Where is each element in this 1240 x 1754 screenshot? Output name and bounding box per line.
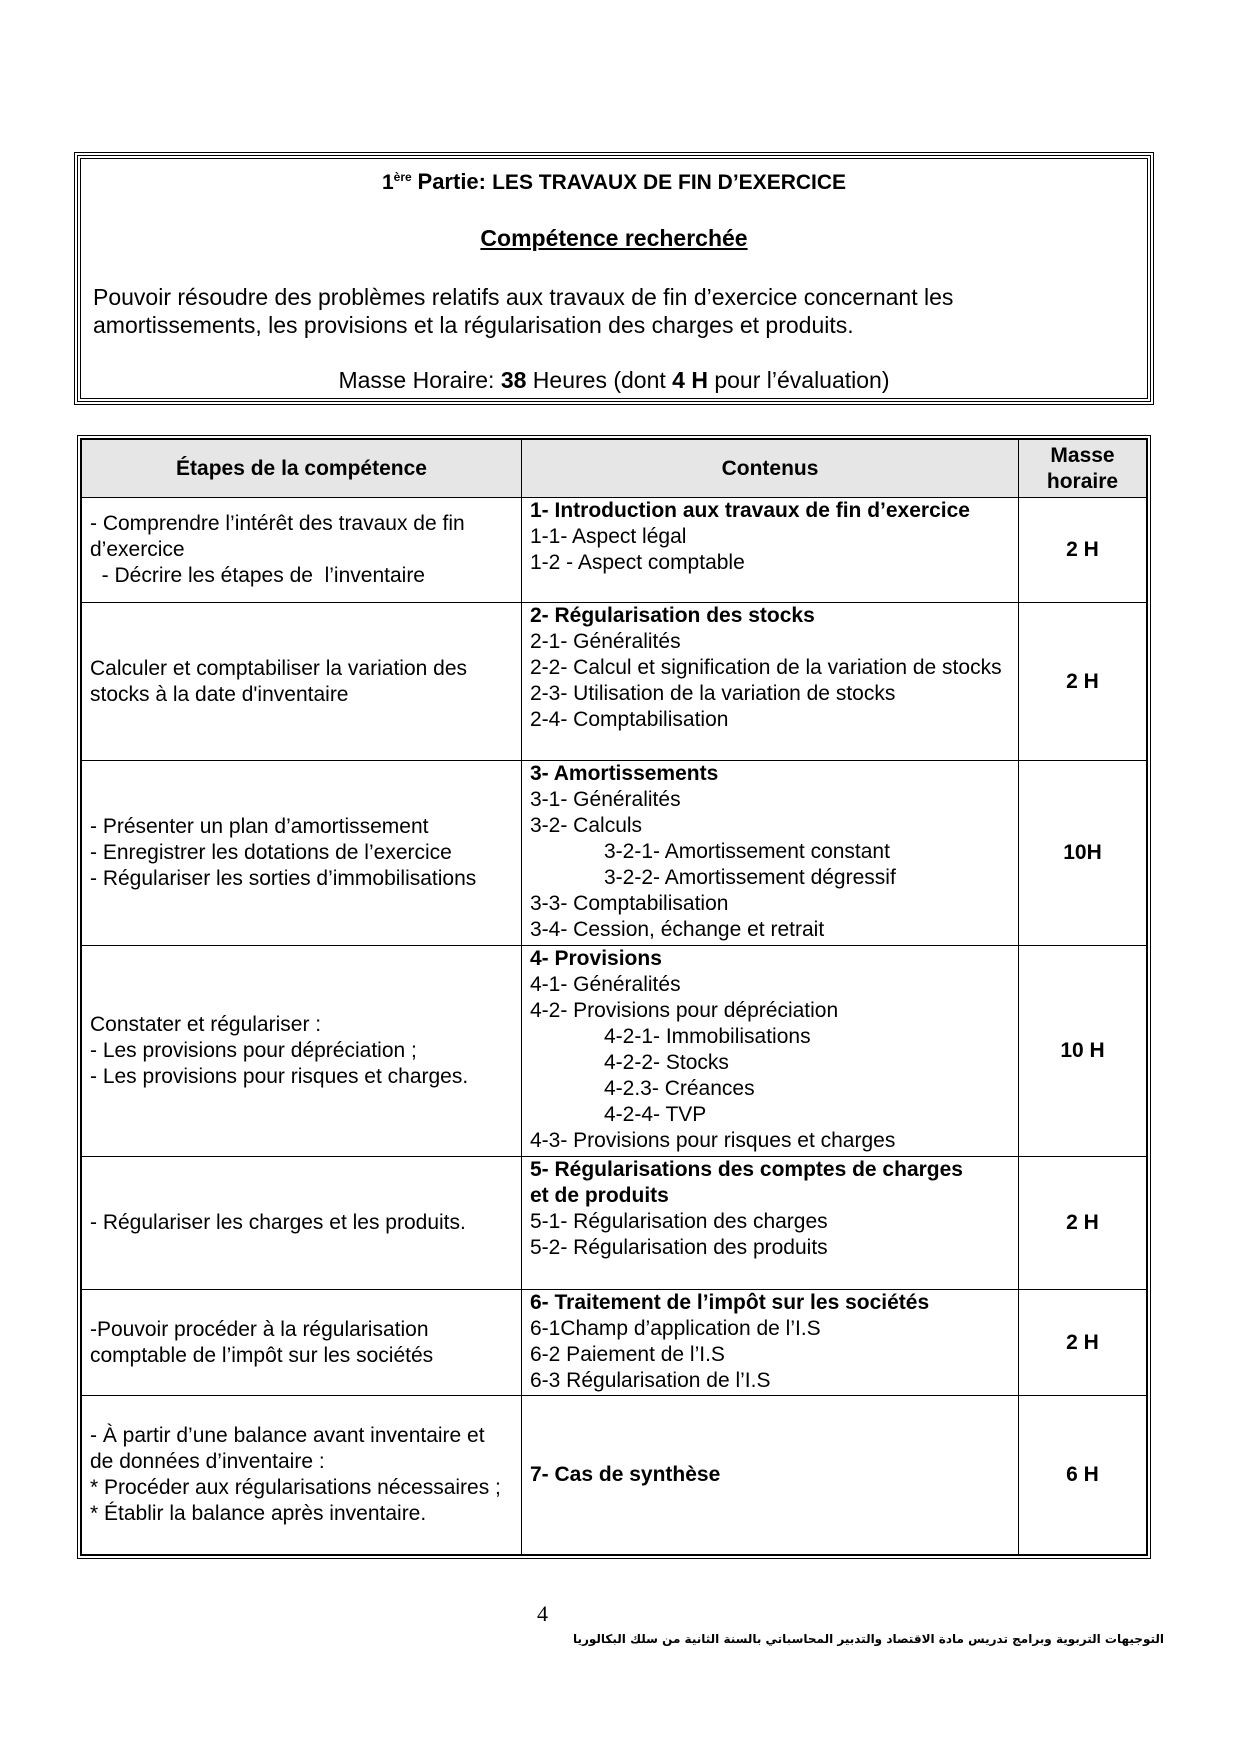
contenus-cell: 1- Introduction aux travaux de fin d’exercice 1-1- Aspect légal 1-2 - Aspect comptable bbox=[522, 498, 1019, 603]
masse-hours: 38 bbox=[500, 367, 527, 393]
page-number: 4 bbox=[537, 1601, 548, 1626]
masse-cell: 2 H bbox=[1019, 498, 1147, 603]
table-row bbox=[82, 603, 1147, 761]
contenus-cell: 6- Traitement de l’impôt sur les sociétés 6-1Champ d’application de l’I.S 6-2 Paiement de l’I.S 6-3 Régularisation de l’I.S bbox=[522, 1290, 1019, 1396]
contenus-cell: 4- Provisions 4-1- Généralités 4-2- Provisions pour dépréciation 4-2-1- Immobilisations 4-2-2- Stocks 4-2.3- Créances 4-2-4- TVP 4-3- Provisions pour risques et charges bbox=[522, 946, 1019, 1157]
masse-cell: 6 H bbox=[1019, 1396, 1147, 1555]
header-masse: Masse horaire bbox=[1019, 440, 1147, 498]
part-title-text: LES TRAVAUX DE FIN D’EXERCICE bbox=[492, 171, 847, 194]
part-word: Partie: bbox=[417, 169, 493, 194]
masse-cell: 2 H bbox=[1019, 1290, 1147, 1396]
etapes-cell: - Présenter un plan d’amortissement - Enregistrer les dotations de l’exercice - Régulariser les sorties d’immobilisations bbox=[82, 761, 522, 946]
part-number: 1 bbox=[381, 171, 394, 194]
etapes-cell: - À partir d’une balance avant inventaire et de données d’inventaire : * Procéder aux régularisations nécessaires ; * Établir la balance après inventaire. bbox=[82, 1396, 522, 1555]
part-title bbox=[81, 169, 1147, 195]
masse-cell: 10H bbox=[1019, 761, 1147, 946]
table-row bbox=[82, 946, 1147, 1157]
table-header-row bbox=[82, 440, 1147, 498]
table-row bbox=[82, 761, 1147, 946]
etapes-cell: -Pouvoir procéder à la régularisation comptable de l’impôt sur les sociétés bbox=[82, 1290, 522, 1396]
header-etapes: Étapes de la compétence bbox=[82, 440, 522, 498]
masse-cell: 10 H bbox=[1019, 946, 1147, 1157]
contenus-cell: 5- Régularisations des comptes de charges et de produits 5-1- Régularisation des charges 5-2- Régularisation des produits bbox=[522, 1157, 1019, 1290]
contenus-cell: 2- Régularisation des stocks 2-1- Généralités 2-2- Calcul et signification de la variation de stocks 2-3- Utilisation de la variation de stocks 2-4- Comptabilisation bbox=[522, 603, 1019, 761]
table-row bbox=[82, 1290, 1147, 1396]
table-row bbox=[82, 498, 1147, 603]
part-sup: ère bbox=[393, 170, 412, 184]
part-header-box bbox=[77, 155, 1151, 402]
masse-horaire: Masse Horaire: 38 Heures (dont 4 H pour l’évaluation) bbox=[338, 367, 890, 393]
header-contenus: Contenus bbox=[522, 440, 1019, 498]
table-row bbox=[82, 1396, 1147, 1555]
contenus-cell: 3- Amortissements 3-1- Généralités 3-2- Calculs 3-2-1- Amortissement constant 3-2-2- Amortissement dégressif 3-3- Comptabilisation 3-4- Cession, échange et retrait bbox=[522, 761, 1019, 946]
masse-cell: 2 H bbox=[1019, 1157, 1147, 1290]
etapes-cell: - Régulariser les charges et les produits. bbox=[82, 1157, 522, 1290]
program-table bbox=[77, 435, 1151, 1559]
masse-cell: 2 H bbox=[1019, 603, 1147, 761]
table-row bbox=[82, 1157, 1147, 1290]
contenus-cell: 7- Cas de synthèse bbox=[522, 1396, 1019, 1555]
competence-text: Pouvoir résoudre des problèmes relatifs aux travaux de fin d’exercice concernant les amortissements, les provisions et la régularisation des charges et produits. bbox=[93, 284, 954, 338]
etapes-cell: Constater et régulariser : - Les provisions pour dépréciation ; - Les provisions pour risques et charges. bbox=[82, 946, 522, 1157]
etapes-cell: Calculer et comptabiliser la variation des stocks à la date d'inventaire bbox=[82, 603, 522, 761]
masse-eval: 4 H bbox=[672, 367, 708, 393]
footer-text: التوجيهات التربوية وبرامج تدريس مادة الاقتصاد والتدبير المحاسباتي بالسنة الثانية من سلك البكالوريا bbox=[572, 1632, 1164, 1646]
competence-heading: Compétence recherchée bbox=[480, 225, 748, 251]
etapes-cell: - Comprendre l’intérêt des travaux de fin d’exercice - Décrire les étapes de l’inventaire bbox=[82, 498, 522, 603]
